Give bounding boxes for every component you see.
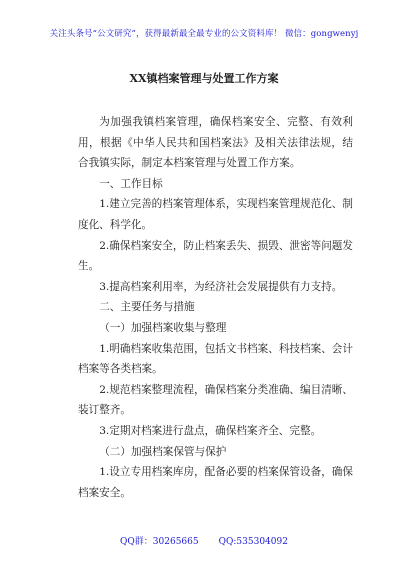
header-promo-note: 关注头条号“公文研究”，获得最新最全最专业的公文资料库！ 微信：gongwenyj [49,29,359,39]
document-body [78,112,353,503]
footer-qq-number: QQ:535304092 [218,537,288,547]
collection-item-1: 1.明确档案收集范围，包括文书档案、科技档案、会计档案等各类档案。 [78,342,353,376]
document-title: XX镇档案管理与处置工作方案 [129,72,279,85]
subsection-heading-collection: （一）加强档案收集与整理 [99,321,227,334]
collection-item-3: 3.定期对档案进行盘点，确保档案齐全、完整。 [99,424,322,437]
goal-item-2: 2.确保档案安全，防止档案丢失、损毁、泄密等问题发生。 [78,239,353,273]
collection-item-2: 2.规范档案整理流程，确保档案分类准确、编目清晰、装订整齐。 [78,383,353,417]
footer-contact [0,534,408,547]
storage-item-1: 1.设立专用档案库房，配备必要的档案保管设备，确保档案安全。 [78,466,353,499]
subsection-heading-storage: （二）加强档案保管与保护 [99,445,227,458]
section-heading-tasks: 二、主要任务与措施 [99,301,195,314]
goal-item-3: 3.提高档案利用率，为经济社会发展提供有力支持。 [99,280,343,293]
goal-item-1: 1.建立完善的档案管理体系，实现档案管理规范化、制度化、科学化。 [78,198,353,231]
footer-qq-group: QQ群：30265665 [120,537,199,547]
section-heading-goals: 一、工作目标 [99,177,163,190]
intro-paragraph: 为加强我镇档案管理，确保档案安全、完整、有效利用，根据《中华人民共和国档案法》及相关法律法规，结合我镇实际，制定本档案管理与处置工作方案。 [78,116,353,170]
